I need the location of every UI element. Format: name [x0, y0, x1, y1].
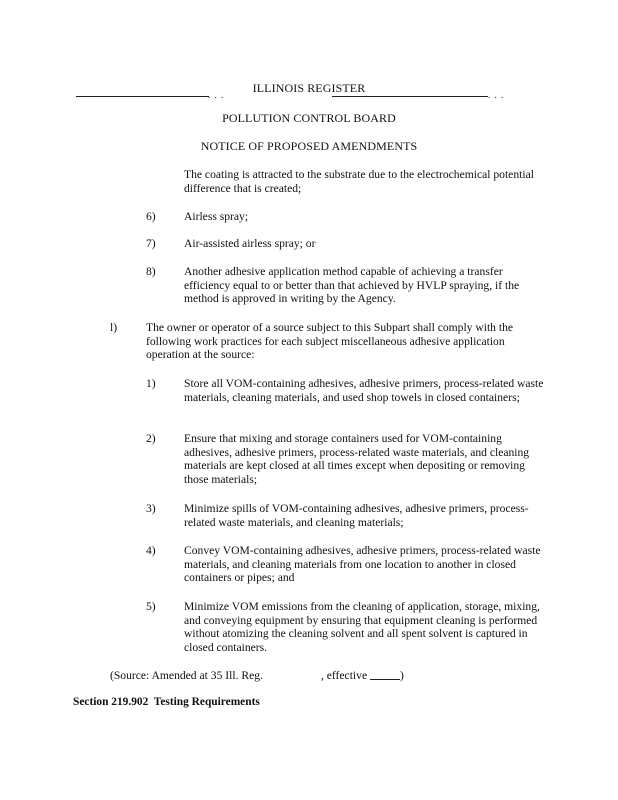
practice-number: 3): [146, 502, 156, 515]
practice-text: Minimize VOM emissions from the cleaning of application, storage, mixing, and conveying equipment by ensuring that equipment cleaning is performed without atomizing the cleaning solvent and all spent solvent is captured in closed containers.: [184, 600, 540, 654]
source-note: [110, 669, 404, 683]
practice-text: Minimize spills of VOM-containing adhesives, adhesive primers, process-related waste materials, and cleaning materials;: [184, 502, 529, 529]
notice-title: NOTICE OF PROPOSED AMENDMENTS: [200, 139, 418, 153]
section-l-text: The owner or operator of a source subject to this Subpart shall comply with the following work practices for each subject miscellaneous adhesive application operation at the source:: [146, 321, 514, 362]
practice-number: 2): [146, 432, 156, 445]
section-heading: Section 219.902 Testing Requirements: [73, 696, 260, 708]
source-note-suffix: ): [400, 669, 404, 682]
board-title: POLLUTION CONTROL BOARD: [222, 111, 396, 125]
effective-date-blank: [370, 669, 400, 680]
method-number: 8): [146, 265, 156, 278]
method-number: 7): [146, 237, 156, 250]
practice-text: Ensure that mixing and storage containers used for VOM-containing adhesives, adhesive primers, process-related waste materials, and cleaning materials are kept closed at all times except when depositing or removing those materials;: [184, 432, 530, 486]
intro-paragraph: The coating is attracted to the substrate due to the electrochemical potential difference that is created;: [184, 168, 534, 195]
method-text: Airless spray;: [184, 210, 249, 223]
practice-number: 1): [146, 377, 156, 390]
header-rule-left: [76, 96, 209, 97]
practice-text: Store all VOM-containing adhesives, adhesive primers, process-related waste materials, cleaning materials, and used shop towels in closed containers;: [184, 377, 544, 404]
header-rule-right: [332, 96, 488, 97]
source-note-prefix: (Source: Amended at 35 Ill. Reg.: [110, 669, 263, 682]
header-dots-right: . . .: [488, 90, 505, 100]
section-l-number: l): [110, 321, 118, 334]
practice-number: 4): [146, 544, 156, 557]
practice-text: Convey VOM-containing adhesives, adhesive primers, process-related waste materials, and cleaning materials from one location to another in closed containers or pipes; and: [184, 544, 541, 585]
method-text: Another adhesive application method capable of achieving a transfer efficiency equal to or better than that achieved by HVLP spraying, if the method is approved in writing by the Agency.: [184, 265, 520, 306]
source-note-effective: , effective: [320, 669, 368, 682]
method-text: Air-assisted airless spray; or: [184, 237, 316, 250]
practice-number: 5): [146, 600, 156, 613]
register-title: ILLINOIS REGISTER: [252, 81, 366, 95]
method-number: 6): [146, 210, 156, 223]
header-dots-left: . . .: [208, 90, 225, 100]
